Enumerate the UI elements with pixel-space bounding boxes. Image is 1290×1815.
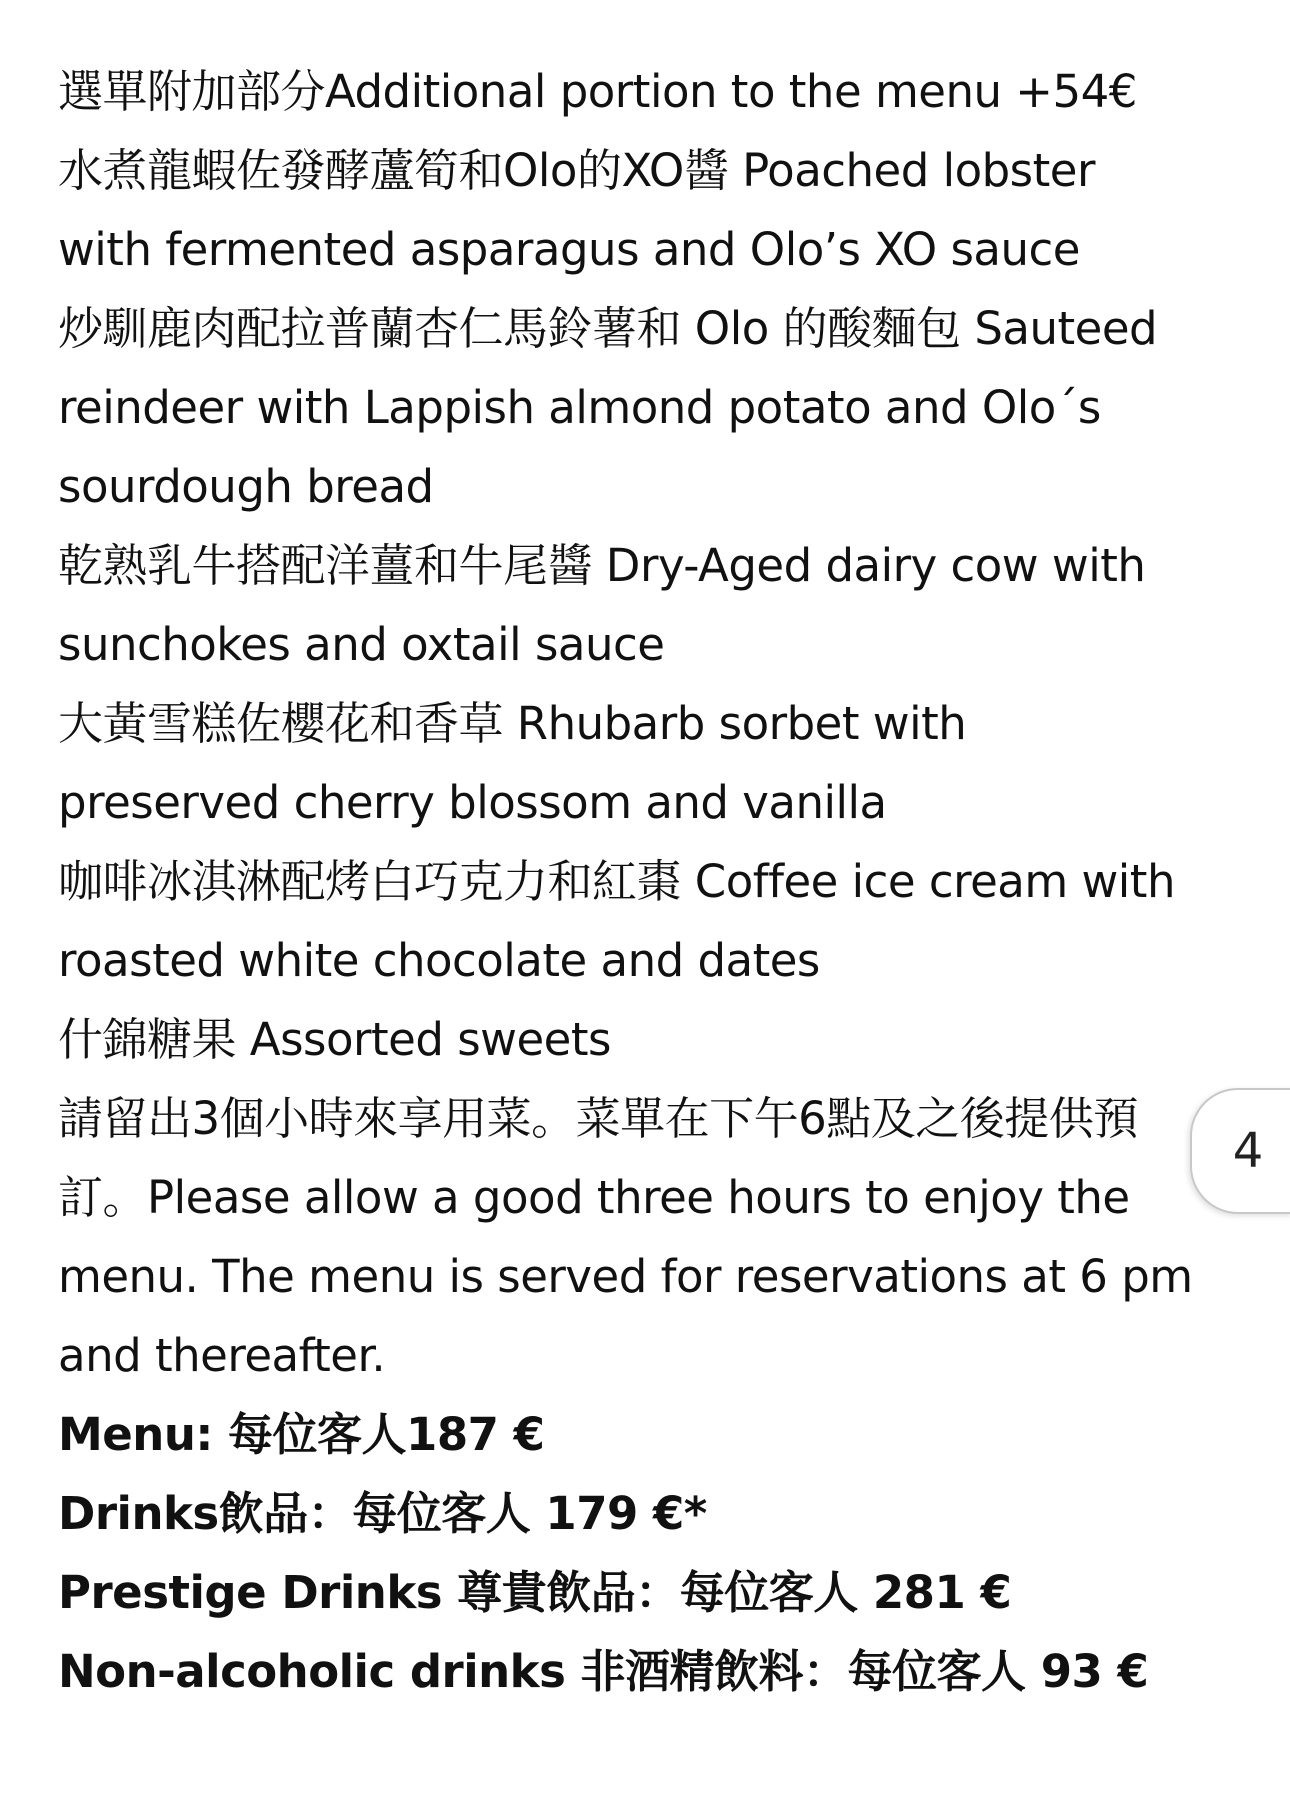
menu-line-coffee-1: 咖啡冰淇淋配烤白巧克力和紅棗 Coffee ice cream with <box>58 855 1175 908</box>
price-menu: Menu: 每位客人187 € <box>58 1408 545 1461</box>
price-non-alcoholic-drinks: Non-alcoholic drinks 非酒精飲料：每位客人 93 € <box>58 1645 1149 1698</box>
menu-line-dairy-cow-1: 乾熟乳牛搭配洋薑和牛尾醬 Dry-Aged dairy cow with <box>58 539 1146 592</box>
menu-note-line-2: 訂。Please allow a good three hours to enjoy the <box>58 1171 1130 1224</box>
menu-note-line-4: and thereafter. <box>58 1329 386 1382</box>
menu-note-line-1: 請留出3個小時來享用菜。菜單在下午6點及之後提供預 <box>58 1092 1138 1145</box>
menu-line-coffee-2: roasted white chocolate and dates <box>58 934 820 987</box>
page-number-label: 4 <box>1232 1123 1264 1179</box>
menu-line-rhubarb-2: preserved cherry blossom and vanilla <box>58 776 887 829</box>
menu-line-rhubarb-1: 大黃雪糕佐櫻花和香草 Rhubarb sorbet with <box>58 697 967 750</box>
menu-line-reindeer-2: reindeer with Lappish almond potato and Olo´s <box>58 381 1101 434</box>
menu-line-dairy-cow-2: sunchokes and oxtail sauce <box>58 618 665 671</box>
menu-line-lobster-1: 水煮龍蝦佐發酵蘆筍和Olo的XO醬 Poached lobster <box>58 144 1095 197</box>
menu-line-reindeer-1: 炒馴鹿肉配拉普蘭杏仁馬鈴薯和 Olo 的酸麵包 Sauteed <box>58 302 1158 355</box>
menu-note-line-3: menu. The menu is served for reservations at 6 pm <box>58 1250 1193 1303</box>
menu-line-reindeer-3: sourdough bread <box>58 460 434 513</box>
menu-content <box>58 52 1233 1711</box>
price-prestige-drinks: Prestige Drinks 尊貴飲品：每位客人 281 € <box>58 1566 1012 1619</box>
price-drinks: Drinks飲品：每位客人 179 €* <box>58 1487 707 1540</box>
menu-line-additional-portion: 選單附加部分Additional portion to the menu +54€ <box>58 65 1137 118</box>
menu-line-lobster-2: with fermented asparagus and Olo’s XO sauce <box>58 223 1080 276</box>
page-number-tab[interactable] <box>1190 1088 1290 1214</box>
menu-line-sweets: 什錦糖果 Assorted sweets <box>58 1013 611 1066</box>
